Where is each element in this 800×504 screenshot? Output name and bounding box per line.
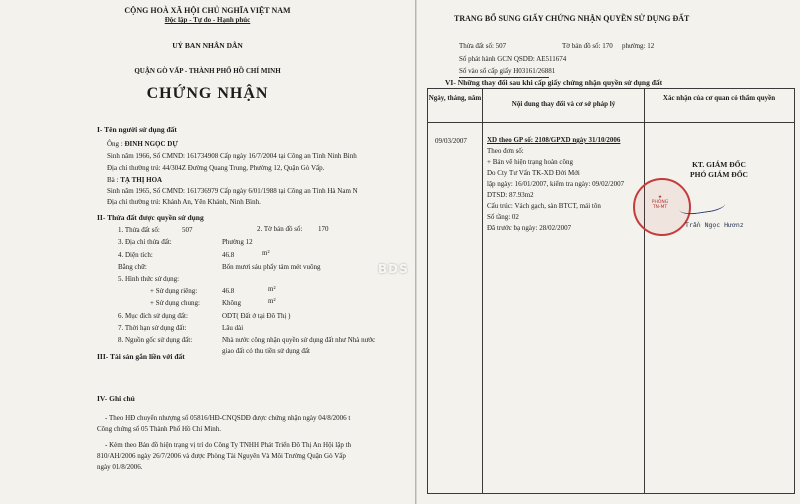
parcel-value: 507 bbox=[182, 226, 193, 234]
owner1-id-line: Sinh năm 1966, Số CMND: 161734908 Cấp ngày 16/7/2004 tại Công an Tỉnh Ninh Bình bbox=[107, 152, 357, 160]
col-confirm-header: Xác nhận của cơ quan có thẩm quyền bbox=[662, 94, 776, 102]
ward-number: phường: 12 bbox=[622, 42, 655, 50]
purpose-value: ODT( Đất ở tại Đô Thị ) bbox=[222, 312, 291, 320]
shared-use-value: Không bbox=[222, 299, 242, 307]
col-date-header: Ngày, tháng, năm bbox=[428, 94, 482, 102]
watermark: BDS bbox=[378, 262, 409, 276]
area-words-label: Bằng chữ: bbox=[118, 263, 147, 271]
shared-use-unit: m² bbox=[268, 297, 276, 305]
owner2-row bbox=[107, 176, 162, 184]
content-line-3: Do Cty Tư Vấn TK-XD Đời Mới bbox=[487, 169, 580, 177]
changes-heading: VI- Những thay đổi sau khi cấp giấy chứng nhận quyền sử dụng đất bbox=[445, 78, 663, 87]
certificate-issue-number: Số phát hành GCN QSDĐ: AE511674 bbox=[459, 55, 567, 63]
origin-line2: giao đất có thu tiền sử dụng đất bbox=[222, 347, 310, 355]
section-2-heading: II- Thửa đất được quyền sử dụng bbox=[97, 213, 204, 222]
table-divider-2 bbox=[644, 88, 645, 494]
origin-label: 8. Nguồn gốc sử dụng đất: bbox=[118, 336, 193, 344]
construction-permit: XD theo GP số: 2108/GPXD ngày 31/10/2006 bbox=[487, 136, 621, 144]
content-line-5: DTSD: 87.93m2 bbox=[487, 191, 534, 199]
private-use-label: + Sử dụng riêng: bbox=[150, 287, 198, 295]
table-header-rule bbox=[427, 122, 795, 123]
content-line-2: + Bản vẽ hiện trạng hoàn công bbox=[487, 158, 573, 166]
origin-line1: Nhà nước công nhận quyền sử dụng đất như Nhà nước bbox=[222, 336, 376, 344]
note-line-5: ngày 01/8/2006. bbox=[97, 463, 143, 471]
content-line-1: Theo đơn số: bbox=[487, 147, 524, 155]
note-line-1: - Theo HĐ chuyển nhượng số 05816/HĐ-CNQSDĐ được chứng nhận ngày 04/8/2006 t bbox=[105, 414, 351, 422]
supplementary-right-page bbox=[417, 0, 800, 504]
confirm-title-2: PHÓ GIÁM ĐỐC bbox=[690, 170, 748, 179]
note-line-2: Công chứng số 05 Thành Phố Hồ Chí Minh. bbox=[97, 425, 222, 433]
supplement-title: TRANG BỔ SUNG GIẤY CHỨNG NHẬN QUYỀN SỬ DỤNG ĐẤT bbox=[454, 14, 690, 23]
purpose-label: 6. Mục đích sử dụng đất: bbox=[118, 312, 188, 320]
address-label: 3. Địa chỉ thửa đất: bbox=[118, 238, 172, 246]
area-value: 46.8 bbox=[222, 251, 235, 259]
col-content-header: Nội dung thay đổi và cơ sở pháp lý bbox=[511, 100, 616, 108]
content-line-4: lập ngày: 16/01/2007, kiểm tra ngày: 09/02/2007 bbox=[487, 180, 625, 188]
owner1-address: Địa chỉ thường trú: 44/304Z Đường Quang Trung, Phường 12, Quận Gò Vấp. bbox=[107, 164, 325, 172]
signer-name: Trần Ngọc Hươnz bbox=[685, 221, 744, 229]
motto: Độc lập - Tự do - Hạnh phúc bbox=[164, 16, 251, 24]
change-date: 09/03/2007 bbox=[435, 137, 467, 145]
owner1-label: Ông : bbox=[107, 140, 123, 148]
parcel-label: 1. Thửa đất số: bbox=[118, 226, 160, 234]
owner2-address: Địa chỉ thường trú: Khánh An, Yên Khánh, Ninh Bình. bbox=[107, 198, 261, 206]
owner2-name: TẠ THỊ HOA bbox=[120, 176, 163, 184]
section-3-heading: III- Tài sản gắn liền với đất bbox=[97, 352, 185, 361]
area-words: Bốn mươi sáu phẩy tám mét vuông bbox=[222, 263, 321, 271]
owner2-id-line: Sinh năm 1965, Số CMND: 161736979 Cấp ngày 6/01/1988 tại Công an Tỉnh Hà Nam N bbox=[107, 187, 358, 195]
note-line-3: - Kèm theo Bản đồ hiện trạng vị trí do Công Ty TNHH Phát Triển Đô Thị An Hội lập th bbox=[105, 441, 352, 449]
map-sheet-label: 2. Tờ bản đồ số: bbox=[257, 225, 303, 233]
owner2-label: Bà : bbox=[107, 176, 119, 184]
term-value: Lâu dài bbox=[222, 324, 244, 332]
committee-title: UỶ BAN NHÂN DÂN bbox=[172, 41, 243, 50]
content-line-6: Cấu trúc: Vách gạch, sàn BTCT, mái tôn bbox=[487, 202, 601, 210]
area-label: 4. Diện tích: bbox=[118, 251, 153, 259]
content-line-7: Số tầng: 02 bbox=[487, 213, 519, 221]
parcel-number: Thửa đất số: 507 bbox=[459, 42, 507, 50]
usage-form-label: 5. Hình thức sử dụng: bbox=[118, 275, 180, 283]
section-1-heading: I- Tên người sử dụng đất bbox=[97, 125, 177, 134]
note-line-4: 810/AH/2006 ngày 26/7/2006 và được Phòng Tài Nguyên Và Môi Trường Quận Gò Vấp bbox=[97, 452, 346, 460]
confirm-title-1: KT. GIÁM ĐỐC bbox=[692, 160, 746, 169]
private-use-value: 46.8 bbox=[222, 287, 235, 295]
owner1-name: ĐINH NGỌC DỰ bbox=[124, 140, 178, 148]
shared-use-label: + Sử dụng chung: bbox=[150, 299, 200, 307]
map-sheet-value: 170 bbox=[318, 225, 329, 233]
address-value: Phường 12 bbox=[222, 238, 253, 246]
section-4-heading: IV- Ghi chú bbox=[97, 394, 135, 403]
table-divider-1 bbox=[482, 88, 483, 494]
private-use-unit: m² bbox=[268, 285, 276, 293]
owner1-row bbox=[107, 140, 178, 148]
map-sheet-number: Tờ bản đồ số: 170 bbox=[562, 42, 613, 50]
district-title: QUẬN GÒ VẤP - THÀNH PHỐ HỒ CHÍ MINH bbox=[134, 67, 281, 75]
term-label: 7. Thời hạn sử dụng đất: bbox=[118, 324, 187, 332]
republic-header: CỘNG HOÀ XÃ HỘI CHỦ NGHĨA VIỆT NAM bbox=[124, 6, 291, 15]
content-line-8: Đã trước bạ ngày: 28/02/2007 bbox=[487, 224, 572, 232]
register-number: Số vào sổ cấp giấy H03161/26881 bbox=[459, 67, 556, 75]
certificate-title: CHỨNG NHẬN bbox=[146, 85, 269, 102]
seal-emblem-text: ★ PHÒNG TN-MT bbox=[651, 195, 669, 210]
area-unit: m² bbox=[262, 249, 270, 257]
